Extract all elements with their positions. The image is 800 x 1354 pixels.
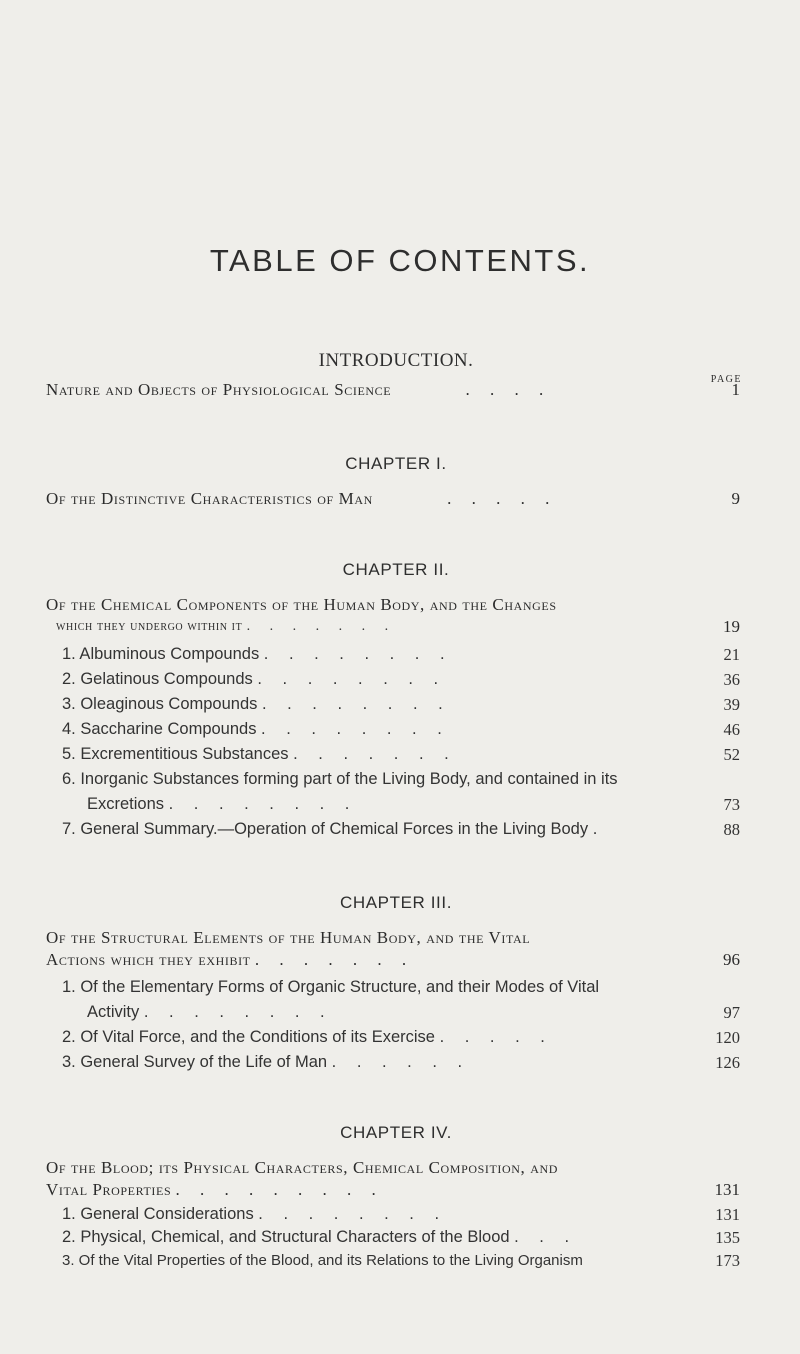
toc-subentry[interactable]: 7. General Summary.—Operation of Chemical Forces in the Living Body . 88 xyxy=(62,820,740,839)
toc-subentry[interactable]: 2. Gelatinous Compounds . . . . . . . . 36 xyxy=(62,670,740,689)
chapter-2-section xyxy=(46,560,746,842)
chapter-2-heading: CHAPTER II. xyxy=(342,560,450,579)
toc-subentry[interactable]: 1. Albuminous Compounds . . . . . . . . 21 xyxy=(62,645,740,664)
toc-entry-chapter-1[interactable]: Of the Distinctive Characteristics of Man . . . . . 9 xyxy=(46,489,740,508)
entry-page: 1 xyxy=(731,380,740,399)
entry-page: 19 xyxy=(723,617,740,636)
chapter-4-heading: CHAPTER IV. xyxy=(340,1123,452,1142)
entry-label-line1: Of the Structural Elements of the Human Body, and the Vital xyxy=(46,928,531,947)
chapter-4-items xyxy=(46,1203,746,1272)
toc-subentry[interactable]: 2. Of Vital Force, and the Conditions of its Exercise . . . . . 120 xyxy=(62,1028,740,1047)
entry-label-line1: Of the Blood; its Physical Characters, Chemical Composition, and xyxy=(46,1158,559,1177)
entry-label-line2: which they undergo within it xyxy=(56,619,243,634)
toc-subentry[interactable]: 6. Inorganic Substances forming part of the Living Body, and contained in its Excretions . . . . . . . . 73 xyxy=(62,770,740,814)
chapter-4-section xyxy=(46,1123,746,1272)
introduction-heading: INTRODUCTION. xyxy=(318,350,474,371)
toc-subentry[interactable]: 1. General Considerations . . . . . . . . 131 xyxy=(62,1205,740,1224)
entry-label-line1: Of the Chemical Components of the Human Body, and the Changes xyxy=(46,595,557,614)
toc-entry-chapter-2[interactable]: Of the Chemical Components of the Human Body, and the Changes which they undergo within it . . . . . . . 19 xyxy=(46,594,746,638)
page-title: TABLE OF CONTENTS. xyxy=(209,243,591,278)
entry-page: 96 xyxy=(723,950,740,969)
toc-entry-chapter-4[interactable]: Of the Blood; its Physical Characters, Chemical Composition, and Vital Properties . . . . . . . . . 131 xyxy=(46,1157,746,1201)
chapter-2-items xyxy=(46,642,746,842)
chapter-3-items xyxy=(46,975,746,1075)
entry-page: 9 xyxy=(731,489,740,508)
page-column-header: PAGE xyxy=(710,374,742,385)
entry-page: 131 xyxy=(714,1180,740,1199)
toc-subentry[interactable]: 3. Oleaginous Compounds . . . . . . . . 39 xyxy=(62,695,740,714)
entry-label: Of the Distinctive Characteristics of Man xyxy=(46,489,373,508)
toc-subentry[interactable]: 4. Saccharine Compounds . . . . . . . . 46 xyxy=(62,720,740,739)
toc-entry-introduction[interactable]: Nature and Objects of Physiological Science . . . . 1 xyxy=(46,380,740,399)
chapter-1-section xyxy=(46,454,746,510)
entry-label: Nature and Objects of Physiological Science xyxy=(46,380,392,399)
entry-label-line2: Actions which they exhibit xyxy=(46,950,251,969)
toc-subentry[interactable]: 5. Excrementitious Substances . . . . . . . 52 xyxy=(62,745,740,764)
chapter-3-heading: CHAPTER III. xyxy=(339,893,453,912)
chapter-3-section xyxy=(46,893,746,1075)
chapter-1-heading: CHAPTER I. xyxy=(345,454,447,473)
toc-subentry[interactable]: 3. Of the Vital Properties of the Blood, and its Relations to the Living Organism 173 xyxy=(62,1251,740,1270)
toc-entry-chapter-3[interactable]: Of the Structural Elements of the Human Body, and the Vital Actions which they exhibit . . . . . . . 96 xyxy=(46,927,746,971)
toc-subentry[interactable]: 2. Physical, Chemical, and Structural Characters of the Blood . . . 135 xyxy=(62,1228,740,1247)
entry-label-line2: Vital Properties xyxy=(46,1180,172,1199)
introduction-section xyxy=(46,350,746,401)
toc-subentry[interactable]: 3. General Survey of the Life of Man . . . . . . 126 xyxy=(62,1053,740,1072)
toc-subentry[interactable]: 1. Of the Elementary Forms of Organic Structure, and their Modes of Vital Activity . . . . . . . . 97 xyxy=(62,978,740,1022)
